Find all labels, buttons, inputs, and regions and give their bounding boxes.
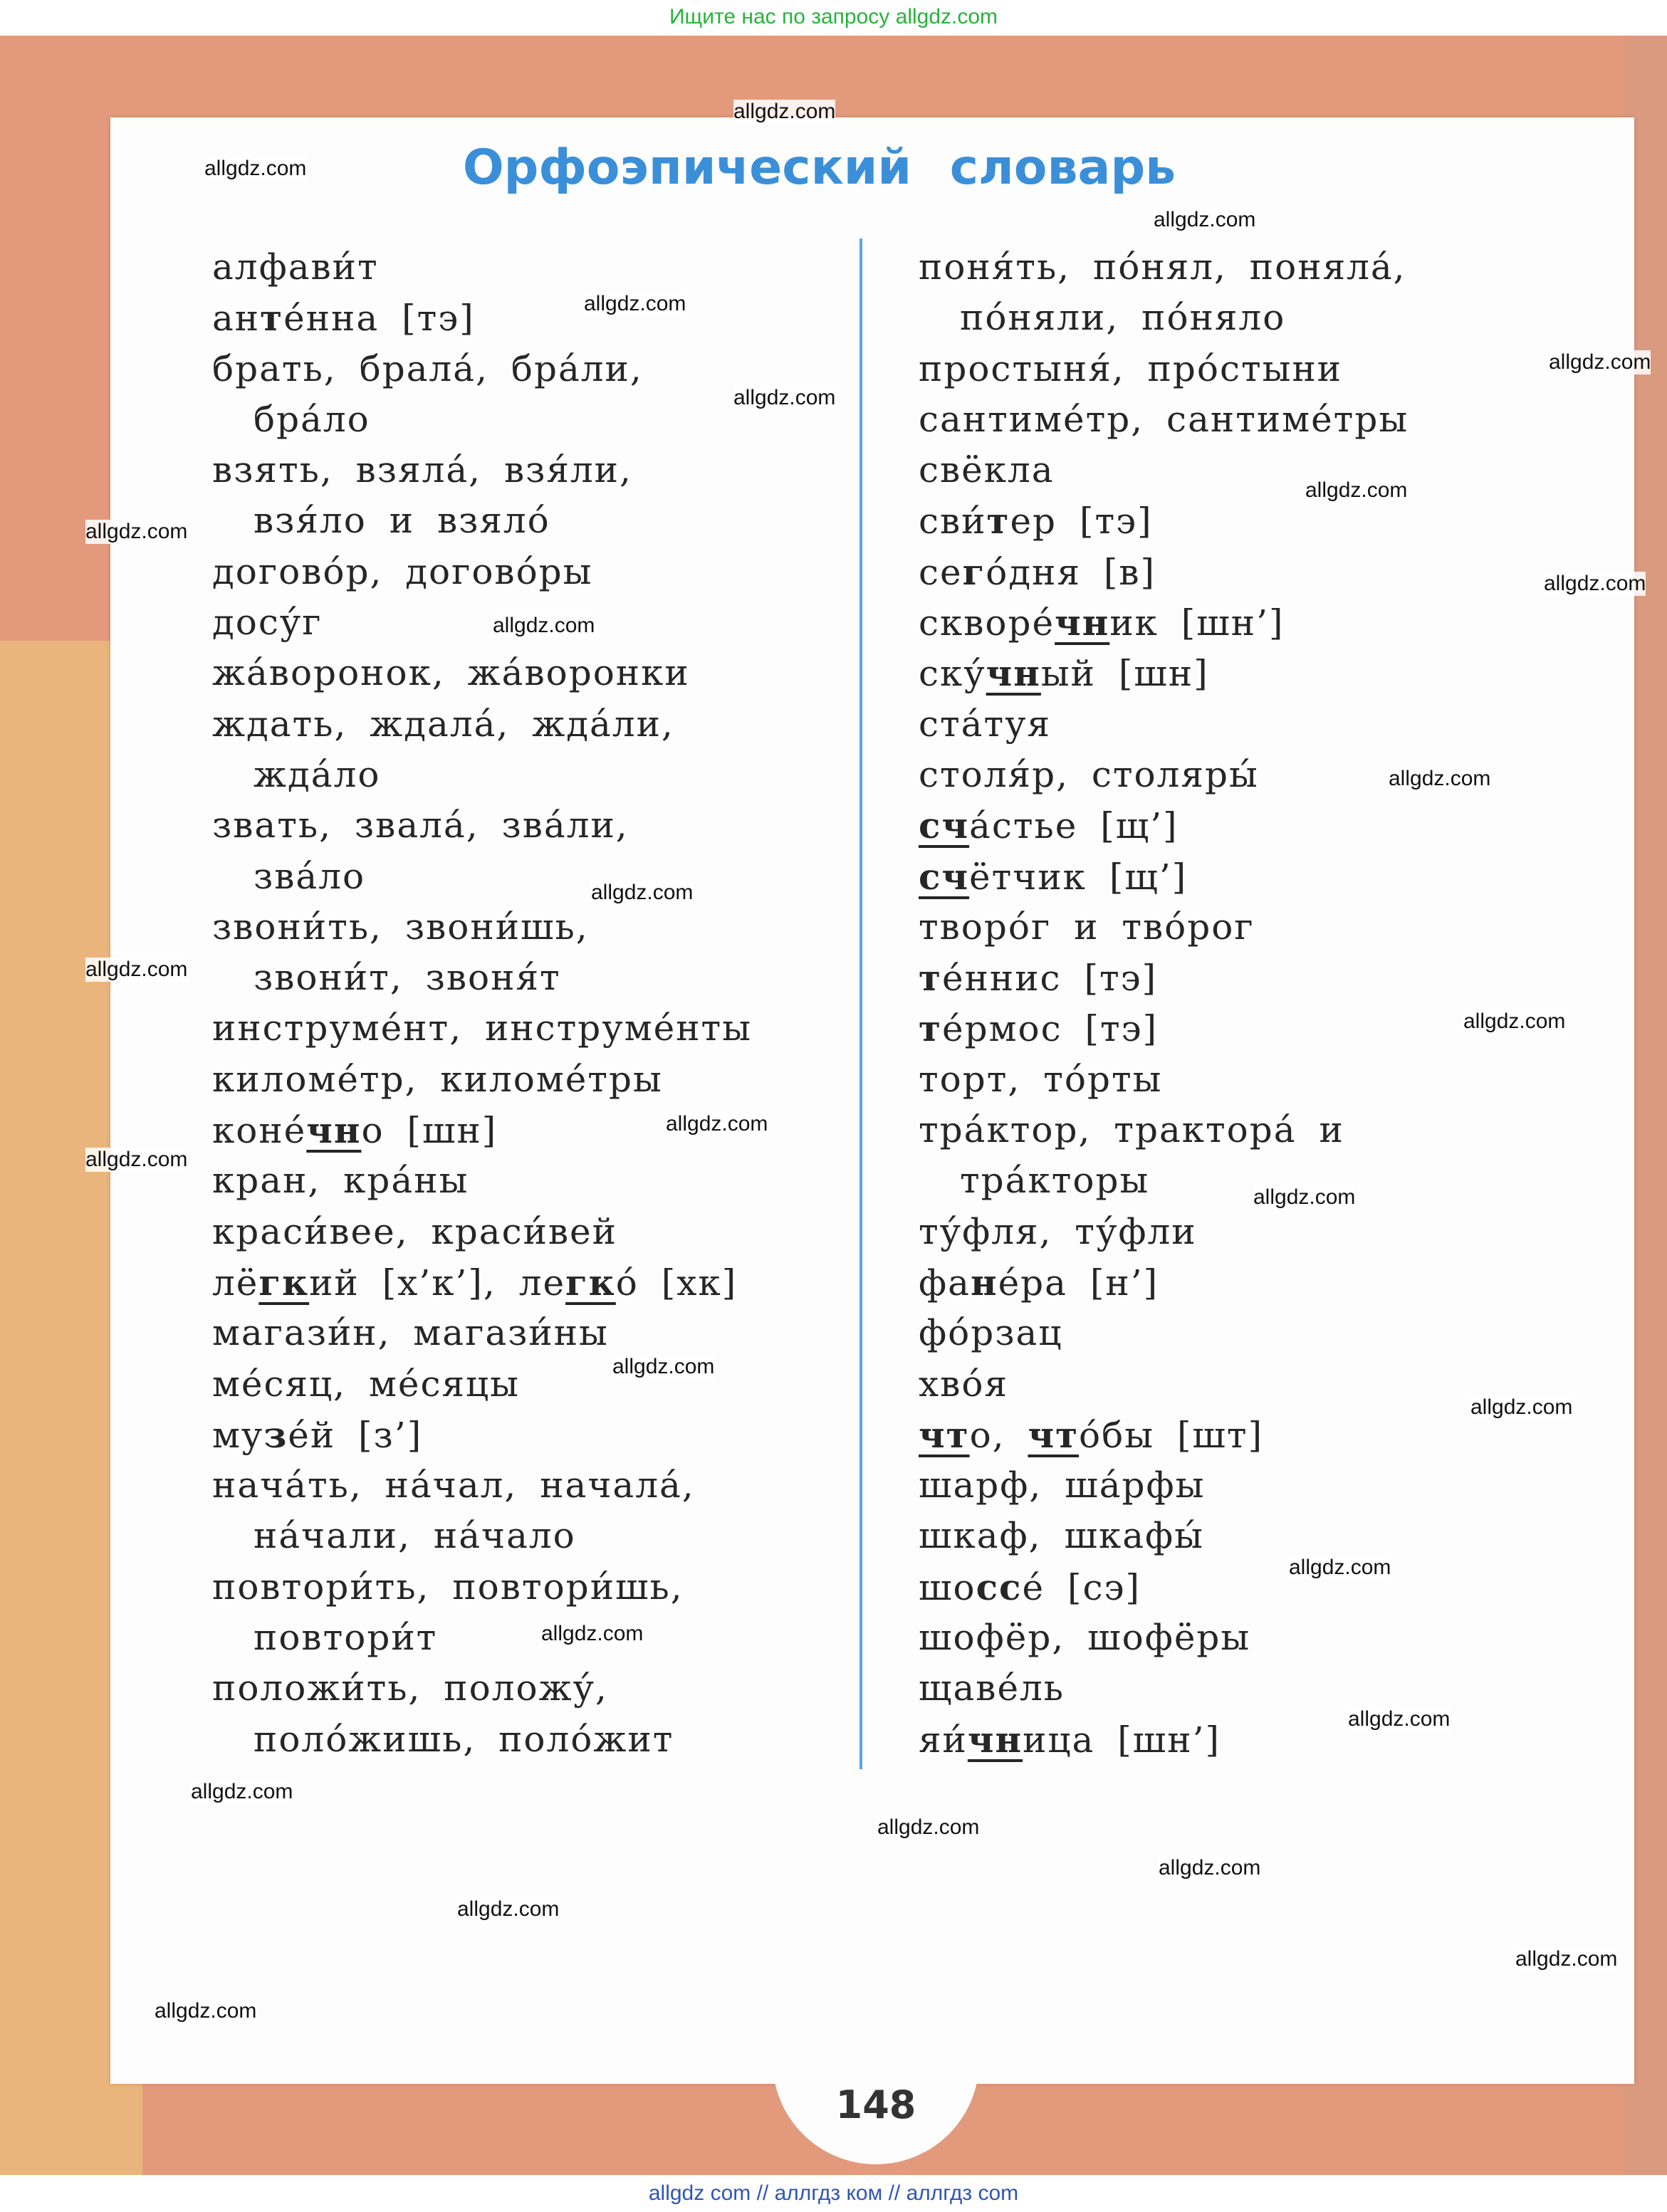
dictionary-entry-line [212, 1613, 752, 1663]
highlighted-letters: т [260, 297, 284, 340]
dictionary-entry-line [919, 1460, 1409, 1511]
dictionary-entry-line [919, 800, 1409, 851]
dictionary-entry-line [919, 851, 1409, 902]
entry-text: поло́жишь, поло́жит [254, 1718, 674, 1760]
entry-text: догово́р, догово́ры [212, 550, 593, 592]
entry-text: ста́туя [919, 703, 1052, 745]
entry-text: ий [х’к’], ле [309, 1262, 566, 1304]
dictionary-entry-line [212, 699, 752, 750]
entry-text: шарф, ша́рфы [919, 1464, 1206, 1506]
dictionary-entry-line [212, 800, 752, 851]
entry-text: жда́ло [254, 753, 381, 795]
highlighted-letters: чн [986, 652, 1041, 695]
dictionary-entry-line [919, 293, 1409, 343]
highlighted-letters: чт [1028, 1413, 1080, 1456]
highlighted-letters: т [919, 1007, 942, 1050]
entry-text: шо [919, 1566, 976, 1608]
entry-text: поня́ть, по́нял, поняла́, [919, 246, 1406, 288]
entry-text: ик [шн’] [1109, 602, 1285, 644]
highlighted-letters: т [919, 957, 942, 1000]
dictionary-entry-line [919, 699, 1409, 750]
entry-text: щаве́ль [919, 1667, 1065, 1709]
dictionary-entry-line [212, 902, 752, 953]
highlighted-letters: чн [967, 1718, 1023, 1761]
dictionary-entry-line [919, 394, 1409, 445]
watermark: allgdz.com [1470, 1395, 1573, 1419]
dictionary-entry-line [919, 1714, 1409, 1765]
entry-text: звони́ть, звони́шь, [212, 906, 589, 948]
highlighted-letters: н [970, 1261, 998, 1304]
dictionary-entry-line [212, 1714, 752, 1765]
entry-text: о́дня [в] [986, 551, 1156, 593]
watermark: allgdz.com [1348, 1707, 1451, 1731]
dictionary-entry-line [919, 496, 1409, 546]
dictionary-entry-line [919, 1054, 1409, 1105]
entry-text: взять, взяла́, взя́ли, [212, 449, 632, 491]
entry-text: е́ра [н’] [998, 1262, 1159, 1304]
watermark: allgdz.com [666, 1112, 768, 1136]
watermark: allgdz.com [85, 958, 188, 981]
dictionary-entry-line [212, 1207, 752, 1257]
dictionary-entry-line [919, 1257, 1409, 1308]
entry-text: нача́ть, на́чал, начала́, [212, 1464, 695, 1506]
watermark: allgdz.com [204, 157, 307, 180]
entry-text: лё [212, 1262, 259, 1304]
watermark: allgdz.com [457, 1897, 560, 1921]
watermark: allgdz.com [85, 520, 188, 543]
watermark: allgdz.com [1389, 767, 1491, 790]
dictionary-entry-line [919, 597, 1409, 648]
dictionary-entry-line [212, 1155, 752, 1206]
right-column [919, 242, 1409, 1765]
dictionary-entry-line [919, 648, 1409, 698]
dictionary-entry-line [919, 750, 1409, 800]
entry-text: ица [шн’] [1023, 1719, 1221, 1761]
entry-text: сви́ [919, 500, 987, 542]
entry-text: о́бы [шт] [1079, 1414, 1264, 1456]
entry-text: ан [212, 298, 261, 340]
dictionary-entry-line [919, 242, 1409, 293]
entry-text: ётчик [щ’] [969, 856, 1188, 898]
entry-text: шкаф, шкафы́ [919, 1515, 1204, 1557]
watermark: allgdz.com [1154, 208, 1256, 231]
watermark: allgdz.com [85, 1148, 188, 1171]
dictionary-entry-line [212, 1511, 752, 1561]
highlighted-letters: гк [258, 1261, 310, 1304]
watermark: allgdz.com [877, 1815, 980, 1839]
entry-text: на́чали, на́чало [254, 1515, 576, 1557]
entry-text: торт, то́рты [919, 1058, 1163, 1100]
watermark: allgdz.com [1159, 1856, 1261, 1880]
dictionary-entry-line [919, 547, 1409, 597]
dictionary-entry-line [919, 1663, 1409, 1714]
dictionary-entry-line [212, 547, 752, 597]
entry-text: ер [тэ] [1010, 500, 1153, 542]
entry-text: е́нна [тэ] [283, 298, 475, 340]
watermark: allgdz.com [612, 1355, 715, 1378]
entry-text: свёкла [919, 449, 1055, 491]
column-divider [859, 239, 862, 1769]
entry-text: краси́вее, краси́вей [212, 1210, 617, 1252]
entry-text: о, [969, 1414, 1028, 1456]
watermark: allgdz.com [191, 1780, 293, 1803]
highlighted-letters: чн [306, 1109, 362, 1152]
entry-text: магази́н, магази́ны [212, 1312, 609, 1354]
top-banner [0, 0, 1667, 36]
watermark: allgdz.com [1253, 1185, 1356, 1209]
entry-text: киломе́тр, киломе́тры [212, 1058, 663, 1100]
dictionary-entry-line [919, 902, 1409, 953]
entry-text: брать, брала́, бра́ли, [212, 347, 643, 389]
entry-text: тра́ктор, трактора́ и [919, 1109, 1344, 1151]
entry-text: а́стье [щ’] [969, 805, 1179, 847]
entry-text: му [212, 1414, 264, 1456]
highlighted-letters: чт [919, 1413, 970, 1456]
entry-text: фа [919, 1262, 971, 1304]
footer-bar [0, 2177, 1667, 2212]
entry-text: взя́ло и взяло́ [254, 500, 550, 542]
watermark: allgdz.com [541, 1622, 644, 1645]
dictionary-entry-line [212, 394, 752, 445]
entry-text: коне́ [212, 1110, 307, 1152]
banner-text: Ищите нас по запросу allgdz.com [669, 5, 998, 28]
entry-text: ждать, ждала́, жда́ли, [212, 703, 674, 745]
watermark: allgdz.com [1515, 1947, 1618, 1971]
dictionary-entry-line [212, 1308, 752, 1358]
entry-text: досу́г [212, 602, 323, 644]
dictionary-entry-line [212, 496, 752, 546]
dictionary-entry-line [919, 1207, 1409, 1257]
watermark: allgdz.com [1544, 572, 1646, 595]
entry-text: е́й [з’] [288, 1414, 423, 1456]
entry-text: зва́ло [254, 855, 366, 897]
entry-text: сантиме́тр, сантиме́тры [919, 398, 1409, 440]
dictionary-entry-line [212, 1410, 752, 1460]
dictionary-entry-line [919, 953, 1409, 1003]
highlighted-letters: з [263, 1413, 288, 1456]
dictionary-entry-line [212, 953, 752, 1003]
entry-text: е́рмос [тэ] [941, 1008, 1159, 1050]
watermark: allgdz.com [591, 881, 694, 904]
page-title: Орфоэпический словарь [462, 140, 1176, 196]
dictionary-entry-line [212, 597, 752, 648]
dictionary-entry-line [919, 1003, 1409, 1054]
dictionary-entry-line [919, 1410, 1409, 1460]
entry-text: повтори́ть, повтори́шь, [212, 1566, 684, 1608]
entry-text: положи́ть, положу́, [212, 1667, 608, 1709]
watermark: allgdz.com [1305, 478, 1408, 502]
entry-text: е́ [сэ] [1022, 1566, 1141, 1608]
entry-text: се [919, 551, 963, 593]
entry-text: шофёр, шофёры [919, 1617, 1251, 1659]
dictionary-entry-line [919, 1308, 1409, 1358]
watermark: allgdz.com [1289, 1556, 1391, 1579]
highlighted-letters: сч [919, 804, 970, 847]
dictionary-entry-line [919, 1359, 1409, 1410]
left-column [212, 242, 752, 1765]
dictionary-entry-line [212, 1663, 752, 1714]
watermark: allgdz.com [584, 292, 686, 315]
highlighted-letters: сч [919, 855, 970, 898]
entry-text: кран, кра́ны [212, 1160, 469, 1202]
entry-text: жа́воронок, жа́воронки [212, 652, 690, 694]
dictionary-entry-line [212, 1460, 752, 1511]
entry-text: о́ [хк] [615, 1262, 738, 1304]
entry-text: ый [шн] [1040, 653, 1209, 695]
watermark: allgdz.com [733, 386, 836, 409]
entry-text: тра́кторы [960, 1160, 1150, 1202]
dictionary-entry-line [919, 1613, 1409, 1663]
dictionary-entry-line [212, 750, 752, 800]
entry-text: ме́сяц, ме́сяцы [212, 1363, 520, 1405]
highlighted-letters: гк [565, 1261, 616, 1304]
dictionary-entry-line [212, 344, 752, 394]
entry-text: по́няли, по́няло [960, 297, 1286, 339]
highlighted-letters: т [986, 500, 1010, 542]
highlighted-letters: чн [1055, 602, 1110, 644]
entry-text: звать, звала́, зва́ли, [212, 804, 629, 846]
dictionary-entry-line [212, 242, 752, 293]
entry-text: ску́ [919, 653, 986, 695]
entry-text: е́ннис [тэ] [941, 958, 1158, 1000]
entry-text: звони́т, звоня́т [254, 957, 561, 999]
dictionary-entry-line [212, 445, 752, 496]
dictionary-entry-line [212, 1054, 752, 1105]
entry-text: инструме́нт, инструме́нты [212, 1007, 752, 1049]
watermark: allgdz.com [493, 614, 595, 637]
dictionary-entry-line [212, 1257, 752, 1308]
entry-text: творо́г и тво́рог [919, 906, 1255, 948]
dictionary-entry-line [919, 1511, 1409, 1561]
dictionary-entry-line [212, 1562, 752, 1613]
entry-text: бра́ло [254, 398, 370, 440]
entry-text: простыня́, про́стыни [919, 347, 1343, 389]
dictionary-entry-line [212, 648, 752, 698]
entry-text: хво́я [919, 1363, 1008, 1405]
watermark: allgdz.com [1463, 1010, 1566, 1033]
entry-text: столя́р, столяры́ [919, 753, 1259, 795]
entry-text: повтори́т [254, 1617, 438, 1659]
entry-text: алфави́т [212, 246, 379, 288]
highlighted-letters: г [962, 550, 986, 593]
dictionary-entry-line [919, 1105, 1409, 1155]
watermark: allgdz.com [155, 1999, 257, 2023]
entry-text: скворе́ [919, 602, 1055, 644]
dictionary-entry-line [212, 1003, 752, 1054]
footer-text: allgdz com // аллгдз ком // аллгдз com [648, 2181, 1019, 2205]
entry-text: ту́фля, ту́фли [919, 1210, 1197, 1252]
watermark: allgdz.com [733, 100, 836, 123]
entry-text: фо́рзац [919, 1312, 1063, 1354]
highlighted-letters: сс [976, 1566, 1023, 1608]
entry-text: о [шн] [361, 1110, 498, 1152]
watermark: allgdz.com [1549, 350, 1651, 374]
dictionary-entry-line [919, 344, 1409, 394]
page-number: 148 [835, 2082, 916, 2127]
entry-text: яи́ [919, 1719, 968, 1761]
